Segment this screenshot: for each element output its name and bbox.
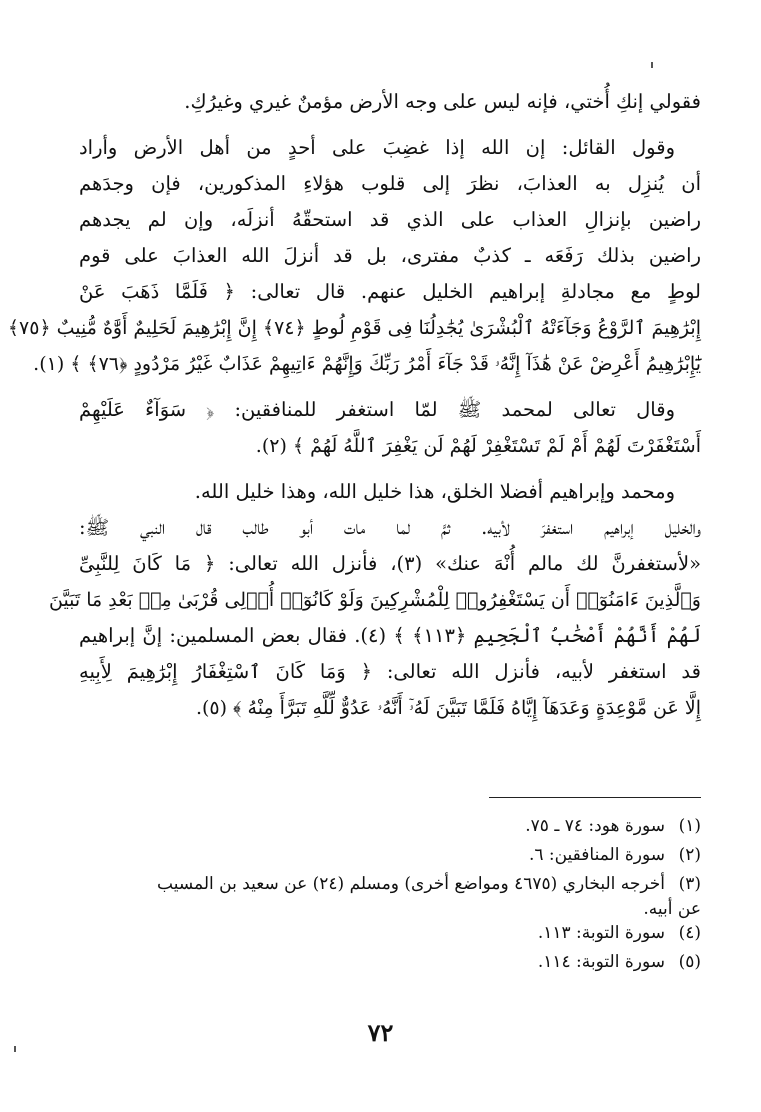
- text-line: أن يُنزِل به العذابَ، نظرَ إلى قلوب هؤلاءِ المذكورين، فإن وجدَهم: [79, 172, 701, 195]
- footnote-text: سورة التوبة: ١١٣.: [537, 923, 665, 943]
- text-line: «لأستغفرنَّ لك مالم أُنْهَ عنك» (٣)، فأنزل الله تعالى: ﴿ مَا كَانَ لِلنَّبِىِّ: [79, 552, 702, 575]
- text-line: راضين بذلك رَفَعَه ـ كذبٌ مفترى، بل قد أنزلَ الله العذابَ على قوم: [79, 244, 701, 267]
- page-number: ٧٢: [367, 1018, 394, 1047]
- footnote-number: (٥): [678, 952, 701, 972]
- footnote: [79, 948, 701, 977]
- footnote: [79, 919, 701, 948]
- text-line: وقول القائل: إن الله إذا غضِبَ على أحدٍ من أهل الأرض وأراد: [79, 136, 675, 159]
- stray-mark: [651, 62, 653, 68]
- footnote-text: سورة التوبة: ١١٤.: [537, 952, 665, 972]
- stray-mark: [14, 1046, 16, 1052]
- quran-line: وَٱلَّذِينَ ءَامَنُوٓا۟ أَن يَسْتَغْفِرُوا۟ لِلْمُشْرِكِينَ وَلَوْ كَانُوٓا۟ أُو۟لِى قُرْبَىٰ مِنۢ بَعْدِ مَا تَبَيَّنَ: [48, 589, 701, 611]
- footnote-number: (١): [678, 816, 701, 836]
- text-line: قد استغفر لأبيه، فأنزل الله تعالى: ﴿ وَمَا كَانَ ٱسْتِغْفَارُ إِبْرَٰهِيمَ لِأَبِيهِ: [79, 660, 701, 683]
- footnote: [79, 841, 701, 870]
- text-line: والخليل إبراهيم استغفرَ لأبيه. ثمَّ لما مات أبو طالب قال النبي ﷺ:: [79, 516, 701, 539]
- quran-line: أَسْتَغْفَرْتَ لَهُمْ أَمْ لَمْ تَسْتَغْفِرْ لَهُمْ لَن يَغْفِرَ ٱللَّهُ لَهُمْ ﴾ (٢).: [255, 435, 701, 457]
- footnote-separator: [489, 797, 701, 798]
- footnote-text: سورة هود: ٧٤ ـ ٧٥.: [525, 816, 665, 836]
- footnote-text: سورة المنافقين: ٦.: [528, 845, 665, 865]
- quran-line: يَٰٓإِبْرَٰهِيمُ أَعْرِضْ عَنْ هَٰذَآ إِنَّهُۥ قَدْ جَآءَ أَمْرُ رَبِّكَ وَإِنَّهُمْ ءَاتِيهِمْ عَذَابٌ غَيْرُ مَرْدُودٍ ﴿٧٦﴾ ﴾ (١).: [33, 353, 701, 375]
- text-line: فقولي إنكِ أُختي، فإنه ليس على وجه الأرض مؤمنٌ غيري وغيرُكِ.: [184, 90, 701, 113]
- footnote-text: أخرجه البخاري (٤٦٧٥ ومواضع أخرى) ومسلم (٢٤) عن سعيد بن المسيب: [157, 874, 665, 894]
- text-line: وقال تعالى لمحمد ﷺ لمّا استغفر للمنافقين: ﴿ سَوَآءٌ عَلَيْهِمْ: [79, 398, 675, 421]
- footnote: [79, 870, 701, 899]
- footnote-continuation: عن أبيه.: [643, 899, 701, 919]
- footnote-number: (٣): [678, 874, 701, 894]
- quran-line: إِلَّا عَن مَّوْعِدَةٍ وَعَدَهَآ إِيَّاهُ فَلَمَّا تَبَيَّنَ لَهُۥٓ أَنَّهُۥ عَدُوٌّ لِّلَّهِ تَبَرَّأَ مِنْهُ ﴾ (٥).: [195, 697, 701, 719]
- quran-line: إِبْرَٰهِيمَ ٱلرَّوْعُ وَجَآءَتْهُ ٱلْبُشْرَىٰ يُجَٰدِلُنَا فِى قَوْمِ لُوطٍ ﴿٧٤﴾ إِنَّ إِبْرَٰهِيمَ لَحَلِيمٌ أَوَّٰهٌ مُّنِيبٌ ﴿٧٥﴾: [7, 317, 701, 339]
- text-line: لَهُمْ أَنَّهُمْ أَصْحَٰبُ ٱلْجَحِيمِ ﴿١١٣﴾ ﴾ (٤). فقال بعض المسلمين: إنَّ إبراهيم: [79, 624, 702, 647]
- footnote-number: (٢): [678, 845, 701, 865]
- footnote: [79, 812, 701, 841]
- text-line: لوطٍ مع مجادلةِ إبراهيم الخليل عنهم. قال تعالى: ﴿ فَلَمَّا ذَهَبَ عَنْ: [79, 280, 701, 303]
- footnote-number: (٤): [678, 923, 701, 943]
- footnotes: [79, 812, 701, 977]
- main-text: [7, 84, 702, 726]
- text-line: ومحمد وإبراهيم أفضلا الخلق، هذا خليل الله، وهذا خليل الله.: [194, 480, 675, 503]
- text-line: راضين بإنزالِ العذاب على الذي قد استحقّهُ أنزلَه، وإن لم يجدهم: [79, 208, 701, 231]
